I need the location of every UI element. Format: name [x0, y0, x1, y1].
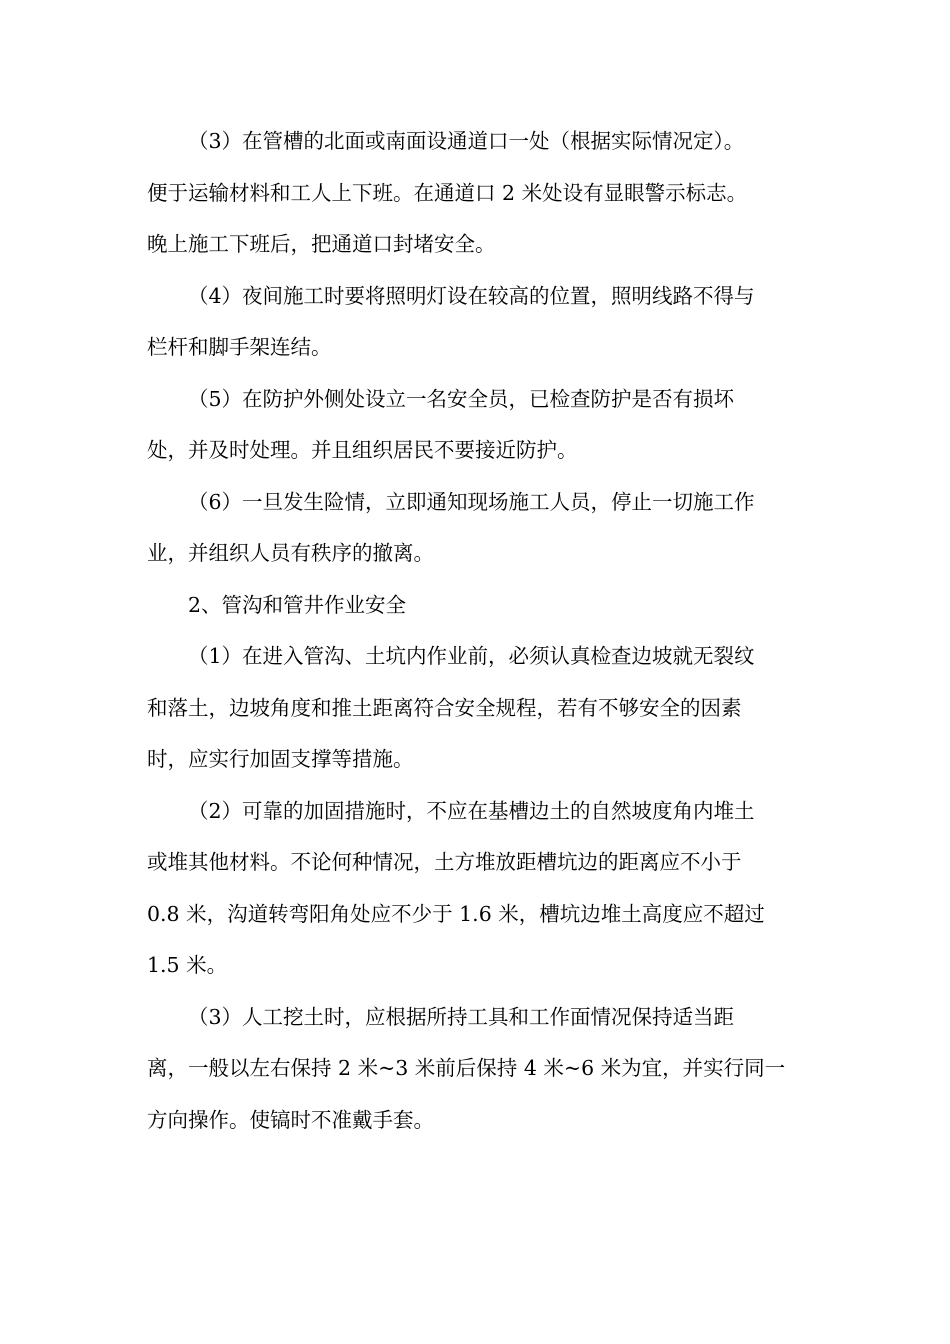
text-line: （5）在防护外侧处设立一名安全员，已检查防护是否有损坏: [188, 386, 735, 411]
text-line: （3）人工挖土时，应根据所持工具和工作面情况保持适当距: [188, 1004, 735, 1029]
text-line: 1.5 米。: [147, 953, 228, 977]
text-line: （6）一旦发生险情，立即通知现场施工人员，停止一切施工作: [188, 489, 755, 514]
text-line: （4）夜间施工时要将照明灯设在较高的位置，照明线路不得与: [188, 283, 755, 308]
text-line: 业，并组织人员有秩序的撤离。: [147, 541, 434, 565]
text-line: 方向操作。使镐时不准戴手套。: [147, 1107, 434, 1132]
text-line: 0.8 米，沟道转弯阳角处应不少于 1.6 米，槽坑边堆土高度应不超过: [147, 901, 765, 926]
text-line: 栏杆和脚手架连结。: [147, 335, 332, 359]
text-line: （2）可靠的加固措施时，不应在基槽边土的自然坡度角内堆土: [188, 798, 755, 823]
text-line: （3）在管槽的北面或南面设通道口一处（根据实际情况定）。: [188, 129, 745, 153]
section-heading: 2、管沟和管井作业安全: [188, 592, 407, 617]
text-line: 便于运输材料和工人上下班。在通道口 2 米处设有显眼警示标志。: [147, 180, 748, 205]
text-line: （1）在进入管沟、土坑内作业前，必须认真检查边坡就无裂纹: [188, 644, 755, 668]
text-line: 时，应实行加固支撑等措施。: [147, 747, 414, 771]
document-body: [147, 116, 807, 1146]
text-line: 晚上施工下班后，把通道口封堵安全。: [147, 232, 496, 256]
text-line: 离，一般以左右保持 2 米~3 米前后保持 4 米~6 米为宜，并实行同一: [147, 1056, 786, 1080]
text-line: 和落土，边坡角度和推土距离符合安全规程，若有不够安全的因素: [147, 695, 742, 720]
text-line: 或堆其他材料。不论何种情况，土方堆放距槽坑边的距离应不小于: [147, 850, 742, 874]
text-line: 处，并及时处理。并且组织居民不要接近防护。: [147, 438, 578, 462]
